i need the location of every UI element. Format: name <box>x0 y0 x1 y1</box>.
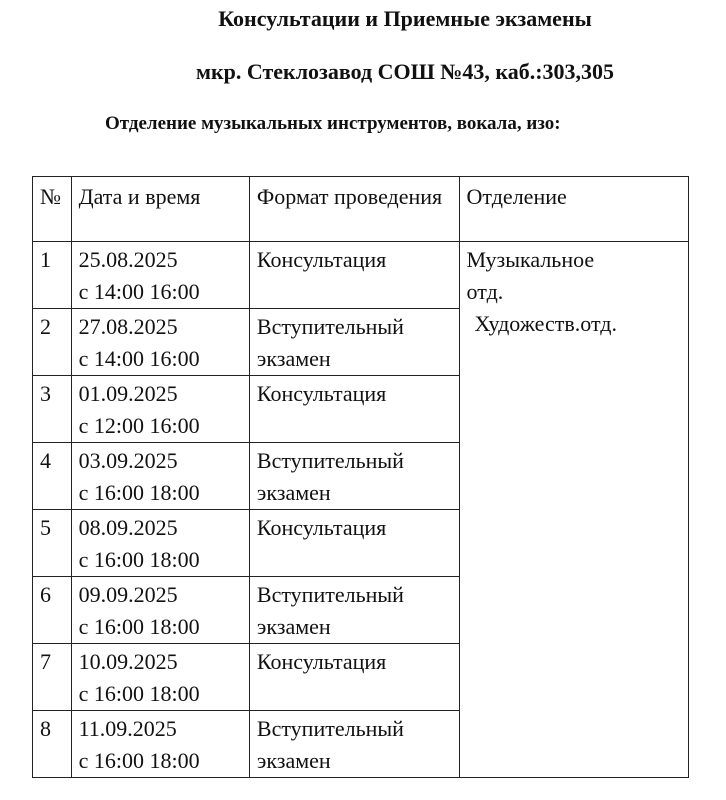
row-date: 27.08.2025 <box>78 314 178 339</box>
row-date: 08.09.2025 <box>78 515 178 540</box>
row-format: Вступительный экзамен <box>249 309 459 376</box>
row-format: Вступительный экзамен <box>249 577 459 644</box>
row-date-time <box>71 443 249 510</box>
department-text-2: отд. <box>466 279 504 304</box>
row-date: 03.09.2025 <box>78 448 178 473</box>
row-number: 8 <box>33 711 72 778</box>
row-date: 11.09.2025 <box>78 716 177 741</box>
department-text-3: Художеств.отд. <box>474 311 617 336</box>
schedule-body <box>33 242 689 778</box>
row-time: с 16:00 18:00 <box>78 480 200 505</box>
row-date: 09.09.2025 <box>78 582 178 607</box>
row-date-time <box>71 510 249 577</box>
row-date: 01.09.2025 <box>78 381 178 406</box>
row-number: 2 <box>33 309 72 376</box>
row-format: Вступительный экзамен <box>249 711 459 778</box>
row-date-time <box>71 376 249 443</box>
page-title: Консультации и Приемные экзамены <box>218 6 592 31</box>
column-header-date: Дата и время <box>71 177 249 242</box>
location-subtitle: мкр. Стеклозавод СОШ №43, каб.:303,305 <box>195 59 615 84</box>
row-time: с 12:00 16:00 <box>78 413 200 438</box>
row-date-time <box>71 242 249 309</box>
row-date: 25.08.2025 <box>78 247 178 272</box>
row-date-time <box>71 577 249 644</box>
row-date-time <box>71 309 249 376</box>
row-time: с 16:00 18:00 <box>78 614 200 639</box>
table-row <box>33 242 689 309</box>
column-header-department: Отделение <box>459 177 688 242</box>
row-date-time <box>71 711 249 778</box>
column-header-format: Формат проведения <box>249 177 459 242</box>
row-number: 6 <box>33 577 72 644</box>
row-number: 5 <box>33 510 72 577</box>
table-header-row <box>33 177 689 242</box>
department-cell <box>459 242 688 778</box>
row-number: 4 <box>33 443 72 510</box>
row-format: Консультация <box>249 242 459 309</box>
row-time: с 14:00 16:00 <box>78 279 200 304</box>
row-date-time <box>71 644 249 711</box>
row-date: 10.09.2025 <box>78 649 178 674</box>
row-number: 1 <box>33 242 72 309</box>
row-number: 7 <box>33 644 72 711</box>
row-time: с 14:00 16:00 <box>78 346 200 371</box>
row-format: Консультация <box>249 510 459 577</box>
schedule-table <box>32 176 689 778</box>
row-time: с 16:00 18:00 <box>78 681 200 706</box>
row-format: Консультация <box>249 644 459 711</box>
department-heading: Отделение музыкальных инструментов, вокала, изо: <box>105 113 561 134</box>
row-time: с 16:00 18:00 <box>78 547 200 572</box>
row-number: 3 <box>33 376 72 443</box>
row-time: с 16:00 18:00 <box>78 748 200 773</box>
row-format: Консультация <box>249 376 459 443</box>
row-format: Вступительный экзамен <box>249 443 459 510</box>
department-text-1: Музыкальное <box>466 247 595 272</box>
column-header-number: № <box>33 177 72 242</box>
